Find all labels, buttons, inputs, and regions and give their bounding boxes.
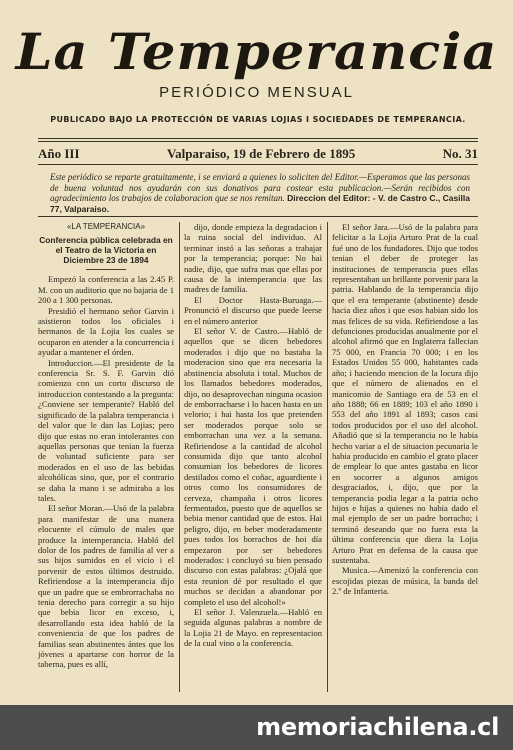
column-1 bbox=[38, 222, 174, 670]
divider bbox=[38, 138, 478, 139]
paragraph: Introduccion.—El presidente de la conferencia Sr. S. F. Garvin dió comienzo con un corto discurso de introduccion contestando a la pregunta: ¿Conviene ser temperante? Habló del significado de la palabra temperancia i del valor que le dan las Lojias; pero dijo que estas no eran intolerantes con aquellas personas que tenian la fuerza de voluntad suficiente para ser moderados en el uso de las bebidas alcohólicas sino, que, por el contrario se daba la mano i se admiraba a los tales. bbox=[38, 357, 174, 503]
article-headline: Conferencia pública celebrada en el Teatro de la Victoria en Diciembre 23 de 1894 bbox=[39, 235, 173, 266]
newspaper-title: La Temperancia bbox=[15, 22, 498, 81]
paragraph: El Doctor Hasta-Buruaga.—Pronunció el discurso que puede leerse en el número anterior bbox=[184, 294, 322, 326]
issue-date: Valparaiso, 19 de Febrero de 1895 bbox=[166, 146, 356, 161]
paragraph: Presidió el hermano señor Garvin i asistieron todos los oficiales i hermanos de la Lojia los cuales se ocuparon en atender a la concurrencia i ayudar a mantener el órden. bbox=[38, 305, 174, 358]
masthead bbox=[0, 22, 513, 101]
issue-number: No. 31 bbox=[442, 146, 478, 161]
divider bbox=[38, 164, 478, 165]
tagline: PUBLICADO BAJO LA PROTECCIÓN DE VARIAS LOJIAS I SOCIEDADES DE TEMPERANCIA. bbox=[50, 115, 466, 124]
divider bbox=[38, 216, 478, 217]
column-2 bbox=[184, 222, 322, 649]
editor-address: Direccion del Editor: - V. de Castro C., Casilla 77, Valparaiso. bbox=[50, 193, 470, 214]
paragraph: Empezó la conferencia a las 2.45 P. M. con un auditorio que no bajaria de 1 200 a 1 300 personas. bbox=[38, 274, 174, 306]
newspaper-subtitle: PERIÓDICO MENSUAL bbox=[159, 84, 354, 101]
section-heading: «LA TEMPERANCIA» bbox=[66, 222, 146, 231]
paragraph: El señor Moran.—Usó de la palabra para manifestar de una manera elocuente el cúmulo de males que produce la intemperancia. Habló del dolor de los padres de familia al ver a sus hijos sumidos en el vicio i el porvenir de estos últimos destruido. Refiriendose a la intemperancia dijo que un padre que se embrorrachaba no tenia derecho para corregir a su hijo que bebia licor en exceso, i, desarrollando esta idea habló de la conveniencia de que los padres de familias sean abstinentes ántes que los jóvenes a apartarse con horror de la taberna, pues es allí, bbox=[38, 503, 174, 670]
notice-text: Este periódico se reparte gratuitamente, i se enviará a quienes lo soliciten del Editor.—Esperamos que las personas de buena voluntad nos ayudarán con sus donativos para costear esta publicacion.—Serán recibidos con agradecimiento los trabajos de colaboracion que se nos remitan. bbox=[50, 172, 470, 203]
footer-bar bbox=[0, 705, 513, 750]
column-divider bbox=[179, 222, 180, 692]
paragraph: Musica.—Amenizó la conferencia con escojidas piezas de música, la banda del 2.º de Infanteria. bbox=[332, 565, 478, 597]
paragraph: dijo, donde empieza la degradacion i la ruina social del individuo. Al terminar instó a las señoras a trabajar por la temperancia; porque: No hai nadie, dijo, que sufra mas que ellas por causa de la intemperancia que las madres de familia. bbox=[184, 222, 322, 295]
paragraph: El señor Jara.—Usó de la palabra para felicitar a la Lojia Arturo Prat de la cual fué uno de los fundadores. Dijo que todos tenian el deber de proteger las instituciones de temperancia pues ellas representaban un brillante porvenir para la patria. Hablando de la temperancia dijo que el era temperante (abstinente) desde hacia diez años i que esos habian sido los mas felices de su vida. Refiriendose a las defunciones producidas anualmente por el alcohol afirmó que en Inglaterra fallecian 75 000, en Francia 70 000; i en los Estados Unidos 55 000, habitantes cada año; i haciendo mencion de la locura dijo que el número de alienados en el manicomio de Santiago era de 53 en el año 1888; 66 en 1889; 103 el año 1890 i 553 del año 1891 al 1893; casos casi todos producidos por el uso del alcohol. Añadió que si la temperancia no le habia hecho variar a el de situacion pecunaria le habia producido en cambio el grato placer de emplear lo que antes gastaba en licor en socorrer a algunos amigos desgraciados, i, dijo, que por la temperancia podia legar a la patria ocho hijos e hijas a quienes no habia dado el mal ejemplo de ser un padre borracho; i terminó deseando que no fuera esta la última conferencia que diera la Lojia Arturo Prat en defensa de la causa que sustentaba. bbox=[332, 222, 478, 565]
column-3 bbox=[332, 222, 478, 597]
column-divider bbox=[327, 222, 328, 692]
paragraph: El señor V. de Castro.—Habló de aquellos que se dicen bebedores moderados i dijo que no bastaba la moderacion sino que era necesaria la abstinencia absoluta i total. Muchos de los llamados bebedores moderados, dijo, no desaprovechan ninguna ocasion de emborracharse i lo hacen hasta en un velorio; i hai hasta los que pretenden ser moderados porque solo se emborrachan una vez a la semana. Refiriendose a la cantidad de alcohol consumida dijo que tanto alcohol consumian los bebedores de licores destilados como el coñac, aguardiente i otros como los consumidores de cerveza, champaña i otros licores fermentados, puesto que de aquellos se bebia menor cantidad que de estos. Hai peligro, dijo, en beber moderadamente pues todos los borrachos de hoi día empezaron por ser bebedores moderados: i concluyó su bien pensado discurso con estas palabras: ¿Ojalá que esta reunion dé por resultado el que muchos se decidan a abandonar por completo el uso del alcohol!» bbox=[184, 326, 322, 607]
site-brand: memoriachilena.cl bbox=[256, 713, 499, 741]
issue-line bbox=[38, 146, 478, 162]
divider bbox=[38, 141, 478, 142]
editor-notice bbox=[50, 172, 470, 214]
divider bbox=[86, 269, 126, 270]
paragraph: El señor J. Valenzuela.—Habló en seguida algunas palabras a nombre de la Lojia 21 de Mayo. en representacion de la cual vino a la conferencia. bbox=[184, 607, 322, 649]
issue-year: Año III bbox=[38, 146, 80, 161]
